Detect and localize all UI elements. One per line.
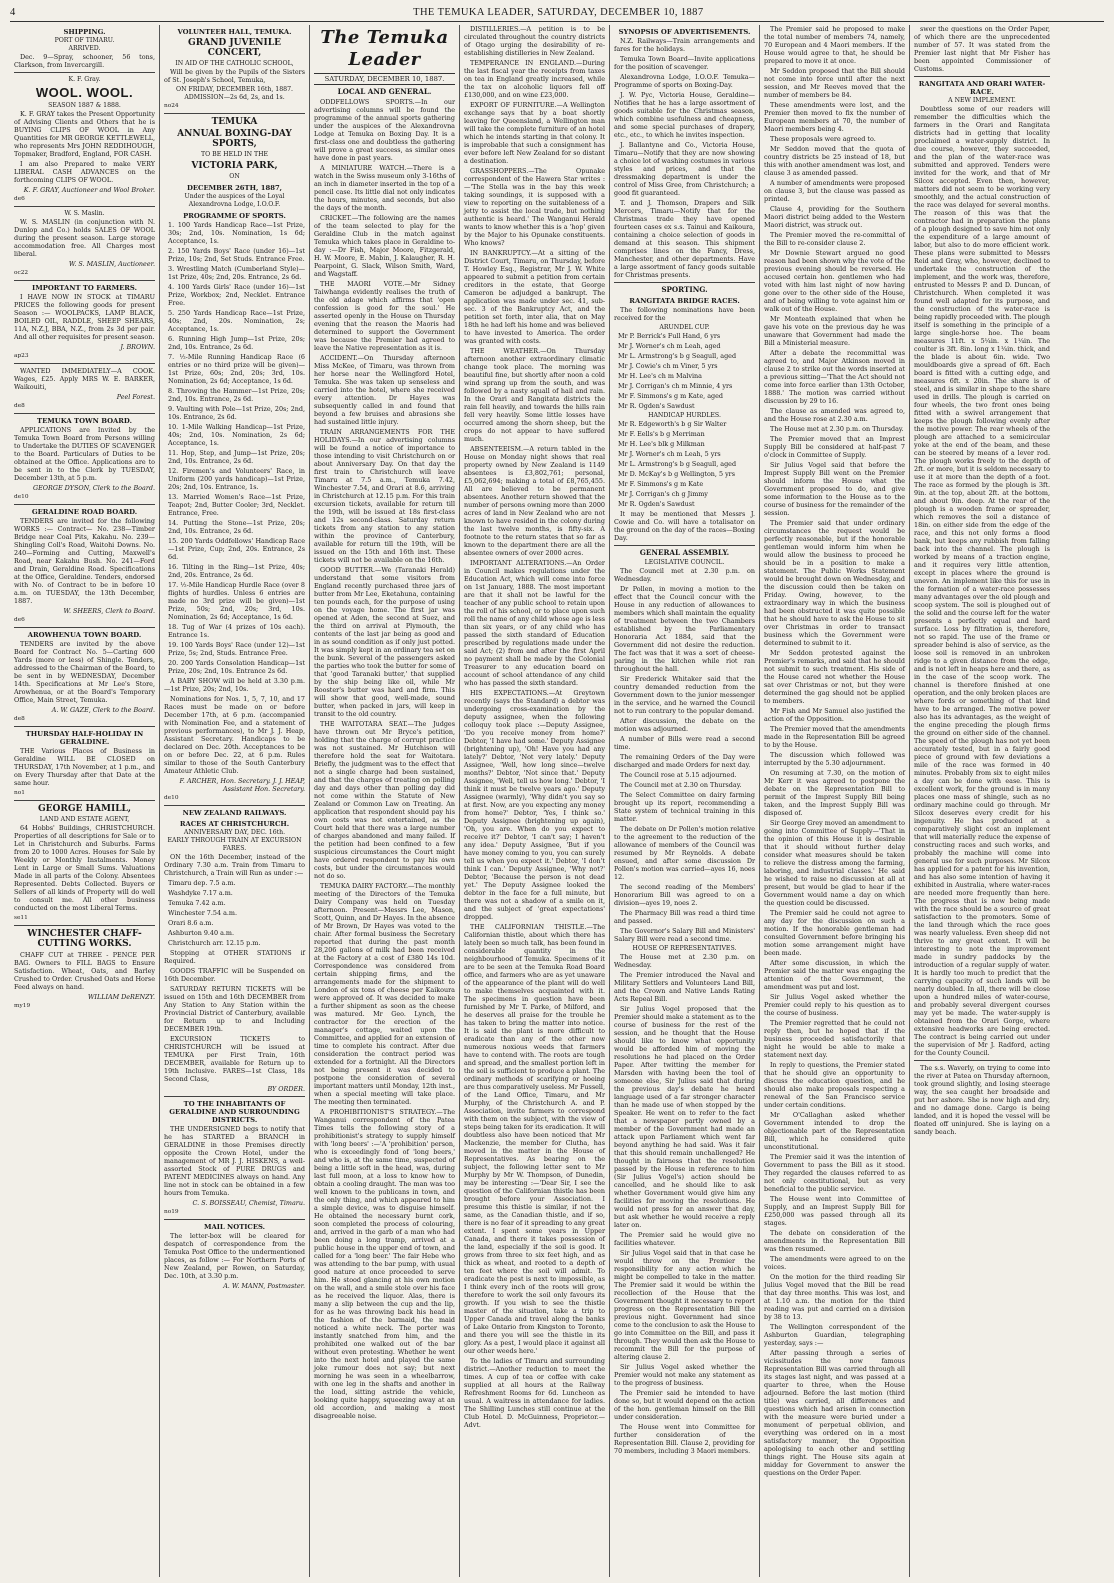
list-item: 5. 250 Yards Handicap Race—1st Prize, 40s; 2nd, 20s. Nomination, 2s; Acceptance, 1s.: [168, 309, 305, 333]
list-item: 3. Wrestling Match (Cumberland Style)—1st Prize, 40s; 2nd, 20s. Entrance, 2s 6d.: [168, 265, 305, 281]
news-paragraph: The Wellington correspondent of the Ashburton Guardian, telegraphing yesterday, says :—: [764, 1323, 905, 1347]
list-item: Mr H. Lee's blk g Milkman: [618, 440, 705, 448]
nominations-intro: The following nominations have been received for the: [614, 306, 755, 322]
arundel-heading: ARUNDEL CUP.: [659, 324, 710, 331]
list-item: Mr P. Berrick's Full Hand, 6 yrs: [618, 332, 721, 340]
news-paragraph: THE MAORI VOTE.—Mr Sidney Taiwhanga evidently realises the truth of the old adage which affirms that 'open confession is good for the soul.' He asserted openly in the House on Thursday evening that the reason the Maoris had determined to support the Government was because the Premier had agreed to leave the Native representation as it is.: [314, 280, 455, 352]
continued-paragraph: swer the questions on the Order Paper, of which there are the unprecedented number of 57. It was stated from the Premier last night that Mr Fisher has been appointed Commissioner of Customs.: [914, 25, 1050, 73]
column-4: [460, 25, 610, 1577]
list-item: Timaru dep. 7.5 a.m.: [168, 879, 236, 887]
news-paragraph: Mr Fish and Mr Samuel also justified the action of the Opposition.: [764, 707, 905, 723]
divider: [614, 282, 755, 283]
house-paragraph: Sir Julius Vogel said that in that case he would throw on the Premier the responsibility for any action which he might be compelled to take in the matter. The Premier said it would be within the recollection of the House that the Government thought it necessary to report progress on the Representation Bill the previous night. Government had since come to the conclusion to ask the House to go into Committee on the Bill, and pass it through. They would then ask the House to recommit the Bill for the purpose of altering clause 2.: [614, 1249, 755, 1361]
news-paragraph: To the ladies of Timaru and surrounding district.—Another reduction to meet the times. A cup of tea or coffee with cake supplied at all hours at the Railway Refreshment Rooms for 6d. Luncheon as usual. A waitress in attendance for ladies. The Shilling Lunches still continue at the Club Hotel. D. McGuinness, Proprietor.—Advt.: [464, 1357, 605, 1429]
ad-code: de6: [14, 196, 25, 202]
running-title: THE TEMUKA LEADER, SATURDAY, DECEMBER 10, 1887: [413, 7, 704, 18]
divider: [14, 206, 155, 207]
news-paragraph: EXPORT OF FURNITURE.—A Wellington exchange says that by a boat shortly leaving for Queensland, a Wellington man will take the complete furniture of an hotel which he intends starting in that colony. It is improbable that such a consignment has ever before left New Zealand for so distant a destination.: [464, 101, 605, 165]
list-item: Mr J. Worner's ch m Leah, 5 yrs: [618, 450, 721, 458]
list-item: 10. 1-Mile Walking Handicap—1st Prize, 40s; 2nd, 10s. Nomination, 2s 6d; Acceptance, 1s.: [168, 423, 305, 447]
divider: [14, 627, 155, 628]
town-board-heading: TEMUKA TOWN BOARD.: [37, 417, 132, 425]
list-item: 14. Putting the Stone—1st Prize, 20s; 2nd, 10s. Entrance, 2s 6d.: [168, 519, 305, 535]
arrived-heading: ARRIVED.: [68, 45, 101, 52]
by-order: BY ORDER.: [267, 1085, 305, 1093]
inhabitants-heading: TO THE INHABITANTS OF GERALDINE AND SURROUNDING DISTRICTS.: [169, 1100, 300, 1124]
page-number: 4: [10, 7, 16, 18]
news-paragraph: DISTILLERIES.—A petition is to be circulated throughout the country districts of Otago urging the desirability of re-establishing distilleries in New Zealand.: [464, 25, 605, 57]
running-head: [10, 6, 1104, 22]
ad-code: no19: [164, 1209, 179, 1215]
chaff-ad: CHAFF CUT at THREE - PENCE PER BAG. Owners to FILL BAGS to Ensure Satisfaction. Wheat, Oats, and Barley Crushed to Order. Crushed Oats and Horse Feed always on hand.: [14, 951, 155, 991]
news-paragraph: Sir George Grey moved an amendment to going into Committee of Supply—'That in the opinion of this House it is desirable that it should without further delay consider what measures should be taken to relieve the distress among the farming, laboring, and industrial classes.' He said he wished to raise no discussion at all at present, but would be glad to hear if the Government would name a day on which the question could be discussed.: [764, 819, 905, 907]
divider: [914, 1060, 1050, 1061]
synopsis-item: Alexandrovna Lodge, I.O.O.F. Temuka—Programme of sports on Boxing-Day.: [614, 73, 755, 89]
list-item: Mr J. Worner's ch m Leah, aged: [618, 342, 721, 350]
council-paragraph: The Council met at 2.30 on Thursday.: [620, 781, 742, 789]
council-paragraph: The Pharmacy Bill was read a third time and passed.: [614, 909, 755, 925]
ad-code: de10: [14, 494, 29, 500]
town-board-ad: APPLICATIONS are Invited by the Temuka Town Board from Persons willing to Undertake the DUTIES OF SCAVENGER to the Board. Particulars of Duties to be obtained at the Office. Applications are to be sent in to the Clerk by TUESDAY, December 13th, at 5 p.m.: [14, 426, 155, 482]
news-paragraph: Sir Julius Vogel asked whether the Premier could reply to his question as to the course of business.: [764, 993, 905, 1017]
news-paragraph: The discussion which followed was interrupted by the 5.30 adjournment.: [764, 751, 905, 767]
ad-code: no24: [164, 103, 179, 109]
ad-code: de10: [164, 795, 179, 801]
house-paragraph: Sir Julius Vogel proposed that the Premier should make a statement as to the course of business for the rest of the session, and he thought that the House should like to know what opportunity would be afforded him of moving the resolutions he had placed on the Order Paper. After twitting the member for Marsden with having been the tool of someone else, Sir Julius said that during the previous day's debate he heard language used of a far stronger character than he made use of when stopped by the Speaker. He went on to refer to the fact that a newspaper partly owned by a member of the Government had made an attack upon Parliament which went far beyond anything he had said. Was it fair that this should remain unchallenged? He thought in fairness that the resolution passed by the House in reference to him (Sir Julius Vogel's) action should be cancelled, and he should like to ask whether Government would give him any facilities for moving the resolutions. He would not press for an answer that day, but ask whether he would receive a reply later on.: [614, 1005, 755, 1229]
news-paragraph: TEMPERANCE IN ENGLAND.—During the last fiscal year the receipts from taxes on tea in England greatly increased, while the tax on alcoholic liquors fell off £130,000, and on wine £23,000.: [464, 59, 605, 99]
list-item: Mr J. Corrigan's ch m Minnie, 4 yrs: [618, 382, 733, 390]
synopsis-item: Temuka Town Board—Invite applications for the position of scavenger.: [614, 55, 755, 71]
list-item: Ashburton 9.40 a.m.: [168, 929, 235, 937]
local-general-heading: LOCAL AND GENERAL.: [337, 87, 432, 96]
news-paragraph: The Premier said that under ordinary circumstances the request would be perfectly reasonable, but if the honorable gentleman would inform him when he would allow the business to proceed he should be in a position to make a statement. The Public Works Statement would be brought down on Wednesday, and the discussion could then be taken on Friday. Owing, however, to the extraordinary way in which the business had been obstructed it was quite possible that he should have to ask the House to sit over Christmas in order to transact business which the Government were determined to submit to it.: [764, 519, 905, 647]
anniversary-heading: ANNIVERSARY DAY, DEC. 16th.: [183, 829, 286, 836]
sports-secretaries: F. ARCHER, Hon. Secretary. J. J. HEAP, Assistant Hon. Secretary.: [179, 777, 305, 793]
council-paragraph: After discussion, the debate on the motion was adjourned.: [614, 717, 755, 733]
masthead: The Temuka Leader: [320, 27, 449, 70]
ad-code: de8: [14, 403, 25, 409]
list-item: Mr F. Eells's b g Merriman: [618, 430, 705, 438]
news-paragraph: Mr Seddon proposed that the Bill should not come into force until after the next session, and Mr Reeves moved that the number of members be 84.: [764, 67, 905, 99]
list-item: Mr R. Edgeworth's b g Sir Walter: [618, 420, 727, 428]
news-paragraph: The Premier said he could not agree to any day for the discussion on such a motion. If the honorable gentleman had consulted Government before bringing his motion some arrangement might have been made.: [764, 909, 905, 957]
house-paragraph: The House met at 2.30 p.m. on Wednesday.: [614, 953, 755, 969]
kf-gray-heading: K. F. Gray.: [68, 76, 101, 83]
ad-code: no1: [14, 790, 25, 796]
ad-code: ap23: [14, 353, 29, 359]
house-paragraph: The House went into Committee for further consideration of the Representation Bill. Clause 2, providing for 70 members, including 3 Maori members.: [614, 1423, 755, 1455]
list-item: 7. ½-Mile Running Handicap Race (6 entries or no third prize will be given)—1st Prize, 60s; 2nd, 20s; 3rd, 10s. Nomination, 2s 6d; Acceptance, 1s 6d.: [168, 353, 305, 385]
mail-signature: A. W. MANN, Postmaster.: [223, 1282, 305, 1290]
ad-code: se11: [14, 915, 28, 921]
arowhenua-heading: AROWHENUA TOWN BOARD.: [27, 631, 142, 639]
divider: [14, 280, 155, 281]
column-1: [10, 25, 160, 1577]
nominations-text: Nominations for Nos. 1, 5, 7, 10, and 17 Races must be made on or before December 17th, at 6 p.m. (accompanied with Nomination Fee, and a statement of previous performances), to Mr J. J. Heap, Assistant Secretary. Handicaps to be declared on Dec. 20th. Acceptances to be on or before Dec. 22, at 6 p.m. Rules similar to those of the South Canterbury Amateur Athletic Club.: [164, 695, 305, 775]
list-item: 17. ½-Mile Handicap Hurdle Race (over 8 flights of hurdles. Unless 6 entries are made no 3rd prize will be given)—1st Prize, 50s; 2nd, 20s; 3rd, 10s. Nomination, 2s 6d; Acceptance, 1s 6d.: [168, 581, 305, 621]
shipping-heading: SHIPPING.: [63, 28, 106, 36]
news-paragraph: The Premier said he proposed to make the total number of members 74, namely, 70 European and 4 Maori members. If the House would agree to that, he should be prepared to move it at once.: [764, 25, 905, 65]
house-paragraph: The Premier said he would give no facilities whatever.: [614, 1231, 755, 1247]
divider: [14, 925, 155, 926]
wanted-ad: WANTED IMMEDIATELY—A COOK. Wages, £25. Apply MRS W. E. BARKER, Waikouiti,: [14, 367, 155, 391]
list-item: Mr D. McKay's b g Wellington, 5 yrs: [618, 470, 736, 478]
news-paragraph: ODDFELLOWS SPORTS.—In our advertising columns will be found the programme of the annual sports gathering under the auspices of the Alexandrovna Lodge at Temuka on Boxing Day. It is a first-class one and doubtless the gathering will prove a great success, as similar ones have done in past years.: [314, 98, 455, 162]
news-paragraph: On resuming at 7.30, on the motion of Mr Kerr it was agreed to postpone the debate on the Representation Bill to permit of the Imprest Supply Bill being taken, and the Imprest Supply Bill was disposed of.: [764, 769, 905, 817]
baby-show: A BABY SHOW will be held at 3.30 p.m.—1st Prize, 20s; 2nd, 10s.: [164, 677, 305, 693]
wool-heading: WOOL. WOOL.: [35, 85, 134, 100]
list-item: Washdyke 7.17 a.m.: [168, 889, 233, 897]
auspices: Under the auspices of the Loyal Alexandrovna Lodge, I.O.O.F.: [184, 193, 285, 208]
news-paragraph: After a debate the recommittal was agreed to, and Major Atkinson moved in clause 2 to strike out the words inserted at a previous sitting—'That the Act should not come into force earlier than 13th October, 1888.' The motion was carried without discussion by 29 to 16.: [764, 349, 905, 405]
news-paragraph: After passing through a series of vicissitudes the now famous Representation Bill was carried through all its stages last night, and was passed at a quarter to three, when the House adjourned. Before the last motion (third title) was carried, all differences and questions which had arisen in connection with the measure were buried under a monument of perpetual oblivion, and everything was ordered on in a most satisfactory manner, the Opposition apologising to each other and settling things right. The House sits again at midday for Government to answer the questions on the Order Paper.: [764, 1349, 905, 1477]
news-paragraph: A MINIATURE WATCH.—There is a watch in the Swiss museum only 3-16ths of an inch in diameter inserted in the top of a pencil case. Its little dial not only indicates the hours, minutes, and seconds, but also the days of the month.: [314, 164, 455, 212]
concert-heading: GRAND JUVENILE CONCERT,: [188, 38, 281, 58]
list-item: 9. Vaulting with Pole—1st Prize, 20s; 2nd, 10s. Entrance, 2s 6d.: [168, 405, 305, 421]
column-6: [760, 25, 910, 1577]
arowhenua-signature: A. W. GAZE, Clerk to the Board.: [51, 706, 155, 714]
news-paragraph: A number of amendments were proposed on clause 3, but the clause was passed as printed.: [764, 179, 905, 203]
stopping-text: Stopping at OTHER STATIONS if Required.: [164, 949, 305, 965]
chaff-heading: WINCHESTER CHAFF-CUTTING WORKS.: [27, 929, 142, 949]
list-item: 15. 200 Yards Oddfellows' Handicap Race—1st Prize, Cup; 2nd, 20s. Entrance, 2s 6d.: [168, 537, 305, 561]
totalisator-note: It may be mentioned that Messrs J. Cowie and Co. will have a totalisator on the ground on the day of the races—Boxing Day.: [614, 510, 755, 542]
divider: [614, 545, 755, 546]
hamill-ad: 64 Hobbs' Buildings, CHRISTCHURCH. Properties of all descriptions for Sale or to Let in Christchurch and Suburbs. Farms from 20 to 1000 Acres. Houses for Sale by Weekly or Monthly Instalments. Money Lent in Large or Small Sums. Valuations Made in all parts of the Colony. Absentees Represented. Debts Collected. Buyers or Sellers of all kinds of Property will do well to consult me. All other business conducted on the most Liberal Terms.: [14, 824, 155, 912]
news-paragraph: Clause 4, providing for the Southern Maori district being added to the Western Maori district, was struck out.: [764, 205, 905, 229]
list-item: 1. 100 Yards Handicap Race—1st Prize, 30s; 2nd, 10s. Nomination, 1s 6d; Acceptance, 1s.: [168, 221, 305, 245]
town-board-signature: GEORGE DYSON, Clerk to the Board.: [33, 484, 155, 492]
divider: [164, 1219, 305, 1220]
train-text: ON the 16th December, instead of the Ordinary 7.30 a.m. Train from Timaru to Christchurch, a Train will Run as under :—: [164, 853, 305, 877]
ad-code: de8: [14, 716, 25, 722]
news-paragraph: IN BANKRUPTCY.—At a sitting of the District Court, Timaru, on Thursday, before T. Howley Esq., Registrar, Mr J. W. White appeared to submit a petition from certain creditors in the estate, that George Cameron be adjudged a bankrupt. The application was made under sec. 41, sub-sec. 3 of the Bankruptcy Act, and the petition set forth, inter alia, that on May 18th he had left his home and was believed to have invested to America. The order was granted with costs.: [464, 249, 605, 345]
mail-text: The letter-box will be cleared for despatch of correspondence from the Temuka Post Office to the undermentioned places, as follow :— For Northern Ports of New Zealand, per Rowen, on Saturday, Dec. 10th, at 3.30 p.m.: [164, 1232, 305, 1280]
council-paragraph: Dr Pollen, in moving a motion to the effect that the Council concur with the House in any reduction of allowances to members which shall maintain the equality of treatment between the two Chambers established by the Parliamentary Honoraria Act 1884, said that the Government did not desire the reduction. The fact was that it was a sort of cheese-paring in the kitchen while riot ran throughout the hall.: [614, 585, 755, 673]
divider: [14, 413, 155, 414]
list-item: 12. Firemen's and Volunteers' Race, in Uniform (200 yards handicap)—1st Prize, 20s; 2nd, 10s. Entrance, 1s.: [168, 467, 305, 491]
council-heading: LEGISLATIVE COUNCIL.: [644, 559, 725, 566]
news-paragraph: THE CALIFORNIAN THISTLE.—The Californian thistle, about which there has lately been so much talk, has been found in considerable quantity in the neighbourhood of Temuka. Specimens of it are to be seen at the Temuka Road Board office, and farmers who are as yet unaware of the appearance of the plant will do well to make themselves acquainted with it. The specimens in question have been furnished by Mr T. Parke, of Milford, and he deserves all praise for the trouble he has taken to bring the matter into notice. It is said the plant is more difficult to eradicate than any of the other now numerous noxious weeds that farmers have to contend with. The roots are tough and spread, and the smallest portion left in the soil is sufficient to produce a plant. The ordinary methods of scarifying or hoeing are thus comparatively useless. Mr Fussell, of the Land Office, Timaru, and Mr Murphy, of the Christchurch A. and P. Association, invite farmers to correspond with them on the subject, with the view of steps being taken for its eradication. It will doubtless also have been noticed that Mr Mackenzie, the member for Clutha, has moved in the matter in the House of Representatives. As bearing on the subject, the following letter sent to Mr Murphy by Mr W. Thompson, of Dunedin, may be interesting :—'Dear Sir, I see the question of the Californian thistle has been brought before your Association. I presume this thistle is similar, if not the same, as the Canadian thistle, and if so, there is no fear of it spreading to any great extent. I spent some years in Upper Canada, and there it takes possession of the land, especially if the soil is good. It grows from three to six feet high, and as thick as wheat, and rooted to a depth of ten feet where the soil will admit. To eradicate the pest is next to impossible, as I think every inch of the roots will grow, therefore to work the soil only favours its growth. If you wish to see the thistle master of the situation, take a trip to Upper Canada and travel along the banks of Lake Ontario from Kingston to Toronto, and there you will see the thistle in its glory. As a pest, I would place it against all our other weeds here.': [464, 923, 605, 1355]
season-heading: SEASON 1887 & 1888.: [48, 102, 121, 109]
excursion-text: EXCURSION TICKETS to CHRISTCHURCH will be issued at TEMUKA per First Train, 16th DECEMBER, available for Return up to 19th Inclusive. FARES—1st Class, 18s Second Class,: [164, 1035, 305, 1083]
kf-gray-ad-2: I am also Prepared to make VERY LIBERAL CASH ADVANCES on the forthcoming CLIPS OF WOOL.: [14, 160, 155, 184]
news-paragraph: The Premier regretted that he could not reply then, but he hoped that if the business proceeded satisfactorily that night he would be able to make a statement next day.: [764, 1019, 905, 1059]
council-paragraph: The debate on Dr Pollen's motion relative to the agreement to the reduction of the allowance of members of the Council was resumed by Mr Reynolds. A debate ensued, and after some discussion Dr Pollen's motion was carried—ayes 16, noes 12.: [614, 825, 755, 881]
list-item: 6. Running High Jump—1st Prize, 20s; 2nd, 10s. Entrance, 2s 6d.: [168, 335, 305, 351]
synopsis-item: J. W. Pyc, Victoria House, Geraldine—Notifies that he has a large assortment of goods suitable for the Christmas season, which combine usefulness and cheapness, and some special purchases of drapery, etc., etc., to which he invites inspection.: [614, 91, 755, 139]
hamill-subheading: LAND AND ESTATE AGENT,: [39, 816, 130, 823]
news-paragraph: On the motion for the third reading Sir Julius Vogel moved that the Bill be read that day three months. This was lost, and at 1.10 a.m. the motion for the third reading was put and carried on a division by 38 to 13.: [764, 1273, 905, 1321]
list-item: Orari 8.6 a.m.: [168, 919, 214, 927]
columns: [10, 25, 1104, 1577]
news-paragraph: Doubtless some of our readers will remember the difficulties which the farmers in the Orari and Rangitata districts had in getting that locality proclaimed a water-supply district. In due course, however, they succeeded, and the plan of the water-race was submitted and approved. Tenders were invited for the work, and that of Mr Silcox accepted. Even then, however, matters did not seem to be working very smoothly, and the actual construction of the race was delayed for several months. The reason of this was that the contractor had in preparation the plans of a plough designed to save him not only the expenditure of a large amount of labor, but also to do more efficient work. These plans were submitted to Messrs Reid and Gray, who, however, declined to undertake the construction of the implement, and the work was, therefore, entrusted to Messrs P. and D. Duncan, of Christchurch. When completed it was found well adapted for its purpose, and the construction of the water-race is being rapidly proceeded with. The plough itself is something in the principle of a large single-horse hoe. The beam measures 11ft. x 5¼in. x 1¼in. The coulter is 3ft. 8in. long x 1¼in. thick, and the blade is about 6in. wide. Two mouldboards give a spread of 6ft. Each board is fitted with a cutting edge, and measures 6ft. x 20in. The share is of steel, and is similar in shape to the share used in drills. The plough is carried on four wheels, the two front ones being fitted with a swivel arrangement that keeps the plough following evenly after the motive power. The rear wheels of the plough are attached to a semicircular yoke at the end of the beam, and these can be steered by means of a lever rod. The plough works freely to the depth of 2ft. or more, but it is seldom necessary to use it at more than the depth of a foot. The race as formed by the plough is 3ft. 9in. at the top, about 2ft. at the bottom, and about 9in. deep. At the rear of the plough is a wooden frame or spreader, which removes the soil a distance of 18in. on either side from the edge of the race, and this not only forms a flood bank, but keeps any rubbish from falling back into the channel. The plough is worked by means of a traction engine, and it requires very little attention, except in places where the ground is uneven. An implement like this for use in the formation of a water-race possesses many advantages over the old plough and scoop system. The soil is ploughed out of the solid and the course left for the water presents a perfectly equal and hard surface. Loss by filtration is, therefore, not so rapid. The use of the frame or spreader behind is also of service, as the loose soil is removed in an unbroken ridge to a given distance from the edge, and is not left in heaps here and there, as in the case of the scoop work. The channel is therefore finished at one operation, and the only broken places are where fords or something of that kind have to be arranged. The motive power also has its advantages, as the weight of the engine preceding the plough firms the ground on either side of the channel. The speed of the plough has not yet been accurately tested, but in a fairly good piece of ground with few deviations a mile of the race was formed in 40 minutes. Probably from six to eight miles a day can be done with ease. This is excellent work, for the ground is in many places one mass of shingle, such as no ordinary machine could go through. Mr Silcox deserves every credit for his ingenuity. He has produced at a comparatively slight cost an implement that will materially reduce the expense of constructing races and such works, and probably the machine will come into general use for such purposes. Mr Silcox has applied for a patent for his invention, and has also some intention of having it exhibited in Australia, where water-races are needed more frequently than here. The progress that is now being made with the race should be a source of great satisfaction to the promoters. Some of the land through which the race goes was nearly valueless. Even sheep did not thrive to any great extent. It will be interesting to note the improvement made in sundry paddocks by the introduction of a regular supply of water. It is hardly too much to predict that the carrying capacity of such lands will be nearly doubled. In all, there will be close upon a hundred miles of water-course, and probably several divergent courses may yet be made. The water-supply is obtained from the Orari Gorge, where extensive headworks are being erected. The contract is being carried out under the supervision of Mr J. Radford, acting for the County Council.: [914, 105, 1050, 1057]
wanted-signature: Peel Forest.: [116, 393, 155, 401]
brown-signature: J. BROWN.: [120, 343, 155, 351]
news-paragraph: The Premier moved that an Imprest Supply Bill be considered at half-past 7 o'clock in Committee of Supply.: [764, 435, 905, 459]
council-paragraph: The second reading of the Members' Honorarium Bill was agreed to on a division—ayes 19, noes 2.: [614, 883, 755, 907]
events-list: [164, 221, 305, 675]
water-race-heading: RANGITATA AND ORARI WATER-RACE.: [918, 80, 1046, 96]
arundel-list: [614, 332, 755, 410]
list-item: Mr F. Simmons's g m Kate: [618, 480, 704, 488]
synopsis-item: J. Ballantyne and Co., Victoria House, Timaru—Notify that they are now showing a choice lot of washing costumes in various styles and prices, and that the dressmaking department is under the control of Miss Gree, from Christchurch; a good fit guaranteed.: [614, 141, 756, 197]
news-paragraph: After some discussion, in which the Premier said the matter was engaging the attention of the Government, the amendment was put and lost.: [764, 959, 905, 991]
list-item: 11. Hop, Step, and Jump—1st Prize, 20s; 2nd, 10s. Entrance, 2s 6d.: [168, 449, 305, 465]
saturday-tickets-text: SATURDAY RETURN TICKETS will be issued on 15th and 16th DECEMBER from Any Station to Any Station within the Provincial District of Canterbury, available for Return up to and Including DECEMBER 19th.: [164, 985, 305, 1033]
house-paragraph: The Premier introduced the Naval and Military Settlers and Volunteers Land Bill, and the Crown and Native Lands Rating Acts Repeal Bill.: [614, 971, 755, 1003]
council-paragraph: The Governor's Salary Bill and Ministers' Salary Bill were read a second time.: [614, 927, 755, 943]
news-paragraph: ACCIDENT.—On Thursday afternoon Miss McKee, of Timaru, was thrown from her horse near the Wellingford Hotel, Temuka. She was taken up senseless and carried into the hotel, where she received every attention. Dr Hayes was subsequently called in and found that beyond a few bruises and abrasions she had sustained little injury.: [314, 354, 455, 426]
column-7: [910, 25, 1054, 1577]
on-label: ON: [229, 173, 240, 180]
stations-list: [164, 879, 305, 947]
synopsis-heading: SYNOPSIS OF ADVERTISEMENTS.: [618, 28, 751, 36]
news-paragraph: The Premier moved that the amendments made in the Representation Bill be agreed to by the House.: [764, 725, 905, 749]
half-holiday-heading: THURSDAY HALF-HOLIDAY IN GERALDINE.: [25, 730, 144, 746]
temuka-heading: TEMUKA: [211, 117, 258, 127]
divider: [164, 805, 305, 806]
kf-gray-ad: K. F. GRAY takes the Present Opportunity of Advising Clients and Others that he is BUYING CLIPS OF WOOL in Any Quantities for MR GEORGE KETTLEWELL, who represents Mrs JOHN REDDIHOUGH, Topmaker, Bradford, England, FOR CASH.: [14, 110, 155, 158]
synopsis-item: T. and J. Thomson, Drapers and Silk Mercers, Timaru—Notify that for the Christmas trade they have opened fourteen cases ex s.s. Tainui and Kaikoura, containing a choice selection of goods in demand at this season. This shipment comprises lines on the Fancy, Dress, Manchester, and other departments. Have a large assortment of fancy goods suitable for Christmas presents.: [614, 199, 755, 279]
divider: [14, 363, 155, 364]
hurdles-list: [614, 420, 755, 508]
news-paragraph: These amendments were lost, and the Premier then moved to fix the number of European members at 70, the number of Maori members being 4.: [764, 101, 905, 133]
council-paragraph: The Council rose at 5.15 adjourned.: [620, 771, 737, 779]
news-paragraph: The s.s. Waverly, on trying to come into the river at Patea on Thursday afternoon, took ground slightly, and losing steerage way, the sea caught her broadside and put her ashore. She is now high and dry, and no damage done. Cargo is being landed, and it is hoped the vessel will be floated off uninjured. She is laying on a sandy beach.: [914, 1064, 1050, 1136]
news-paragraph: The House went into Committee of Supply, and an Imprest Supply Bill for £250,000 was passed through all its stages.: [764, 1195, 905, 1227]
list-item: 19. 100 Yards Boys' Race (under 12)—1st Prize, 5s; 2nd, Studs. Entrance Free.: [168, 641, 305, 657]
news-paragraph: CRICKET.—The following are the names of the team selected to play for the Geraldine Club in the match against Temuka which takes place in Geraldine to-day :—Dr Fish, Major Moore, Fitzgerald, H. W. Moore, E. Mabin, J. Kalaugher, R. H. Pearpoint, G. Slack, Wilson Smith, Ward, and Wagstaff.: [314, 214, 455, 278]
list-item: Winchester 7.54 a.m.: [168, 909, 238, 917]
held-label: TO BE HELD IN THE: [200, 151, 268, 158]
news-paragraph: Sir Julius Vogel said that before the Imprest Supply Bill went on the Premier should inform the House what the Government proposed to do, and give some information to the House as to the course of business for the remainder of the session.: [764, 461, 905, 517]
council-paragraph: Sir Frederick Whitaker said that the country demanded reduction from the Government down to the junior messenger in the service, and he warned the Council not to run contrary to the popular demand.: [614, 675, 755, 715]
list-item: 13. Married Women's Race—1st Prize, Teapot; 2nd, Butter Cooler; 3rd, Necklet. Entrance, Free.: [168, 493, 305, 517]
house-paragraph: The Premier said he intended to have done so, but it would depend on the action of the hon. gentleman himself on the Bill under consideration.: [614, 1389, 755, 1421]
council-paragraph: The remaining Orders of the Day were discharged and made Orders for next day.: [614, 753, 755, 769]
news-paragraph: Mr Seddon moved that the quota of country districts be 25 instead of 18, but this with another amendment was lost, and clause 3 as amended passed.: [764, 145, 905, 177]
mail-heading: MAIL NOTICES.: [203, 1223, 266, 1231]
chemist-ad: THE UNDERSIGNED begs to notify that he has STARTED a BRANCH in GERALDINE in those Premises directly opposite the Crown Hotel, under the management of MR J. J. HISKENS, a well-assorted Stock of PURE DRUGS and PATENT MEDICINES always on hand. Any line not in stock can be obtained in a few hours from Temuka.: [164, 1125, 305, 1197]
news-paragraph: Mr O'Callaghan asked whether Government intended to drop the objectionable part of the Representation Bill, which he considered quite unconstitutional.: [764, 1111, 905, 1151]
list-item: 8. Throwing the Hammer—1st Prize, 20s; 2nd, 10s. Entrance, 2s 6d.: [168, 387, 305, 403]
news-paragraph: THE WAITOTARA SEAT.—The Judges have thrown out Mr Bryce's petition, holding that the charge of corrupt practice was not sustained. Mr Hutchison will therefore hold the seat for Waitotara. Briefly, the judgment was to the effect that not a single charge had been sustained, and that the charges of treating on polling day and days other than polling day did not come within the Statute of New Zealand or Common Law on Treating. An application that respondent should pay his own costs was not entertained, as the Court held that there was a large number of charges abandoned and many failed. If the petition had been confined to a few suspicious circumstances the Court might have ordered respondent to pay his own costs, but under the circumstances would not do so.: [314, 720, 455, 880]
chemist-signature: C. S. BOISSEAU, Chemist, Timaru.: [192, 1199, 305, 1207]
list-item: 16. Tilting in the Ring—1st Prize, 40s; 2nd, 20s. Entrance, 2s 6d.: [168, 563, 305, 579]
list-item: 18. Tug of War (4 prizes of 10s each). Entrance 1s.: [168, 623, 305, 639]
maslin-ad: W. S. MASLIN (in conjunction with N. Dunlop and Co.) holds SALES OF WOOL during the present season. Large storage accommodation free. All Charges most liberal.: [14, 218, 155, 258]
list-item: Mr L. Armstrong's b g Seagull, aged: [618, 460, 737, 468]
news-paragraph: Mr Monteath explained that when he gave his vote on the previous day he was unaware that Government had made the Bill a Ministerial measure.: [764, 315, 905, 347]
ad-code: oc22: [14, 270, 29, 276]
divider: [14, 800, 155, 801]
house-paragraph: Sir Julius Vogel asked whether the Premier would not make any statement as to the progress of business.: [614, 1363, 755, 1387]
arrival-text: Dec. 9—Spray, schooner, 56 tons, Clarkson, from Invercargill.: [14, 53, 155, 69]
news-paragraph: Mr Downie Stewart argued no good reason had been shown why the vote of the previous evening should be reversed. He accused certain hon. gentlemen who had voted with him last night of now having gone over to the other side of the House, and of being willing to vote against him or walk out of the House.: [764, 249, 905, 313]
sporting-heading: SPORTING.: [661, 285, 708, 294]
news-paragraph: In reply to questions, the Premier stated that he should give an opportunity to discuss the education question, and he should also make proposals respecting a renewal of the San Francisco service under certain conditions.: [764, 1061, 905, 1109]
brown-ad: I HAVE NOW IN STOCK at TIMARU PRICES the following goods for present Season :— WOOLPACKS, LAMP BLACK, BOILED OIL, RADDLE, SHEEP SHEARS, 11A, N.Z.J, BBA, N.Z., from 2s 3d per pair. And all other requisites for present season.: [14, 293, 155, 341]
news-paragraph: TRAIN ARRANGEMENTS FOR THE HOLIDAYS.—In our advertising columns will be found a notice of importance to those intending to visit Christchurch on or about Anniversary Day. On that day the first train to Christchurch will leave Timaru at 7.5 a.m., Temuka 7.42, Winchester 7.54, and Orari at 8.6, arriving in Christchurch at 12.15 p.m. For this train excursion tickets, available for return till the 19th, will be issued at 18s first-class and 12s second-class. Saturday return tickets from any station to any station within the province of Canterbury, available for return till the 19th, will be issued on the 15th and 16th inst. These tickets will not be available on the 16th.: [314, 428, 455, 564]
ad-code: de6: [14, 617, 25, 623]
kf-gray-signature: K. F. GRAY, Auctioneer and Wool Broker.: [23, 186, 155, 194]
news-paragraph: HIS EXPECTATIONS.—At Greytown recently (says the Standard) a debtor was undergoing cross-examination by the deputy assignee, when the following colloquy took place :—Deputy Assignee, 'Do you receive money from home?' Debtor, 'I have had some.' Deputy Assignee (brightening up), 'Oh! Have you had any lately?' Debtor, 'Not very lately.' Deputy Assignee, 'Well, how long since—twelve months?' Debtor, 'Not since that.' Deputy Assignee, 'Well, tell us how long.' Debtor, 'I think it must be twelve years ago.' Deputy Assignee (warmly), 'Why didn't you say so at first. Now, are you expecting any money from home?' Debtor, 'Yes, I think so.' Deputy Assignee (brightening up again), 'Oh, you are. When do you expect to receive it?' Debtor, 'I can't say; I haven't any idea.' Deputy Assignee, 'But if you have money coming to you, you can surely tell us when you expect it.' Debtor, 'I don't think I can.' Deputy Assignee, 'Why not?' Debtor, 'Because the person is not dead yet.' The Deputy Assignee looked the debtor in the face for a full minute, but there was not a shadow of a smile on it, and the subject of 'great expectations' dropped.: [464, 689, 605, 921]
list-item: 20. 200 Yards Consolation Handicap—1st Prize, 20s; 2nd, 10s. Entrance 2s 6d.: [168, 659, 305, 675]
volunteer-hall-heading: VOLUNTEER HALL, TEMUKA.: [177, 28, 292, 36]
sports-heading: ANNUAL BOXING-DAY SPORTS,: [177, 129, 292, 149]
list-item: Mr H. Lee's ch m Malvina: [618, 372, 702, 380]
list-item: Temuka 7.42 a.m.: [168, 899, 226, 907]
races-heading: RACES AT CHRISTCHURCH.: [179, 820, 290, 828]
new-implement-heading: A NEW IMPLEMENT.: [948, 97, 1016, 104]
railways-heading: NEW ZEALAND RAILWAYS.: [182, 809, 287, 817]
news-paragraph: GOOD BUTTER.—We (Taranaki Herald) understand that some visitors from England recently purchased three jars of butter from Mr Lee, Eketahuna, containing ten pounds each, for the purpose of using on the voyage home. The first jar was opened at Aden, the second at Suez, and the third on arrival at Plymouth, the contents of the last jar being as good and in as sound condition as if only just potted. It was simply kept in an ordinary tea set on the bunk. Several of the passengers asked the parties who took the butter for some of that 'good Taranaki butter,' that supplied by the ship being like oil, while Mr Rooster's butter was hard and firm. This will show that good, well-made, sound butter, when packed in jars, will keep in transit to the old country.: [314, 566, 455, 718]
column-3: [310, 25, 460, 1577]
goods-text: GOODS TRAFFIC will be Suspended on 16th December.: [164, 967, 305, 983]
geraldine-road-signature: W. SHEERS, Clerk to Board.: [63, 607, 155, 615]
divider: [14, 726, 155, 727]
list-item: Mr L. Armstrong's b g Seagull, aged: [618, 352, 737, 360]
council-paragraph: The Council met at 2.30 p.m. on Wednesday.: [614, 567, 755, 583]
concert-subheading: IN AID OF THE CATHOLIC SCHOOL,: [175, 60, 294, 67]
news-paragraph: The clause as amended was agreed to, and the House rose at 2.30 a.m.: [764, 407, 905, 423]
port-heading: PORT OF TIMARU.: [54, 37, 115, 44]
house-heading: HOUSE OF REPRESENTATIVES.: [632, 945, 737, 952]
ad-code: my19: [14, 1003, 31, 1009]
divider: [914, 76, 1050, 77]
chaff-signature: WILLIAM DeRENZY.: [87, 993, 155, 1001]
park-heading: VICTORIA PARK,: [191, 161, 278, 171]
admission: ADMISSION—2s 6d, 2s, and 1s.: [184, 94, 285, 101]
news-paragraph: Mr Seddon protested against the Premier's remarks, and said that he should not submit to such treatment. His side of the House cared not whether the House sat over Christmas or not, but they were determined the gag should not be applied to members.: [764, 649, 905, 705]
news-paragraph: ABSENTEEISM.—A return tabled in the House on Monday night shows that real property owned by New Zealand is 1149 absentees is £3,802,761; personal, £5,062,694; making a total of £8,765,455. All are believed to be permanent absentees. Another return showed that the number of persons owning more than 2000 acres of land in New Zealand who are not known to have resided in the colony during the last twelve months, is fifty-six. A footnote to the return states that so far as known to the department there are all the absentee owners of over 2000 acres.: [464, 445, 605, 557]
divider: [164, 113, 305, 114]
running-head-spacer: [1101, 7, 1104, 18]
news-paragraph: The amendments were agreed to on the voices.: [764, 1255, 905, 1271]
list-item: Mr J. Cowie's ch m Viner, 5 yrs: [618, 362, 718, 370]
news-paragraph: The Premier said it was the intention of Government to pass the Bill as it stood. They regarded the clauses referred to as not only constitutional, but as very beneficial to the public service.: [764, 1153, 905, 1193]
news-paragraph: These proposals were agreed to.: [770, 135, 876, 143]
column-2: [160, 25, 310, 1577]
geraldine-road-heading: GERALDINE ROAD BOARD.: [31, 508, 138, 516]
list-item: 2. 150 Yards Boys' Race (under 16)—1st Prize, 10s; 2nd, Set Studs. Entrance Free.: [168, 247, 305, 263]
hurdles-heading: HANDICAP HURDLES.: [648, 412, 721, 419]
programme-heading: PROGRAMME OF SPORTS.: [183, 212, 286, 220]
list-item: Mr R. Ogden's Sawdust: [618, 500, 695, 508]
sports-date: DECEMBER 26TH, 1887,: [186, 184, 283, 192]
news-paragraph: The House met at 2.30 p.m. on Thursday.: [770, 425, 904, 433]
dateline: SATURDAY, DECEMBER 10, 1887.: [314, 73, 455, 85]
council-paragraph: A number of Bills were read a second time.: [614, 735, 755, 751]
list-item: Mr J. Corrigan's ch g Jimmy: [618, 490, 708, 498]
half-holiday-ad: THE Various Places of Business in Geraldine WILL BE CLOSED on THURSDAY, 17th November, at 1 p.m., and on Every Thursday after that Date at the same hour.: [14, 747, 155, 787]
hamill-heading: GEORGE HAMILL,: [38, 804, 131, 814]
list-item: 4. 100 Yards Girls' Race (under 16)—1st Prize, Workbox; 2nd, Necklet. Entrance Free.: [168, 283, 305, 307]
news-paragraph: TEMUKA DAIRY FACTORY.—The monthly meeting of the Directors of the Temuka Dairy Company was held on Tuesday afternoon. Present—Messrs Lee, Mason, Scott, Quinn, and Dr Hayes. In the absence of Mr Brown, Dr Hayes was voted to the chair. After formal business the Secretary reported that during the past month 28,206 gallons of milk had been received at the Factory at a cost of £380 14s 10d. Correspondence was considered from certain shipping firms, and the arrangements made for the shipment to London of six tons of cheese per Kaikoura were approved of. It was decided to make a further shipment as soon as the cheese was matured. Mr Geo. Lynch, the contractor for the erection of the manager's cottage, waited upon the Committee, and applied for an extension of time to complete his contract. After due consideration the contract period was extended for a fortnight. All the Directors not being present it was decided to postpone the consideration of several important matters until Monday, 12th inst., when a special meeting will take place. The meeting then terminated.: [314, 882, 456, 1106]
concert-date: ON FRIDAY, DECEMBER 16th, 1887.: [176, 86, 293, 93]
news-paragraph: THE WEATHER.—On Thursday afternoon another extraordinary climatic change took place. The morning was beautiful fine, but shortly after noon a cold wind sprang up from the south, and was followed by a nasty squall of hail and rain. In the Orari and Rangitata districts the rain fell heavily, and towards the hills rain fell very heavily. Some little losses have occurred among the shorn sheep, but the crops do not appear to have suffered much.: [464, 347, 605, 443]
list-item: Mr F. Simmons's g m Kate, aged: [618, 392, 723, 400]
concert-text: Will be given by the Pupils of the Sisters of St. Joseph's School, Temuka,: [164, 68, 305, 84]
maslin-signature: W. S. MASLIN, Auctioneer.: [68, 260, 155, 268]
news-paragraph: The debate on consideration of the amendments in the Representation Bill was then resumed.: [764, 1229, 905, 1253]
synopsis-item: N.Z. Railways—Train arrangements and fares for the holidays.: [614, 37, 755, 53]
divider: [14, 504, 155, 505]
geraldine-road-ad: TENDERS are invited for the following WORKS :— Contract— No. 238—Timber Bridge near Coal Pits, Kakahu. No. 239—Shingling Coll's Road, Waitohi Downs. No. 240—Forming and Cutting, Maxwell's Road, near Kakahu Bush. No. 241—Ford and Drain, Geraldine Road. Specifications at the Office, Geraldine. Tenders, endorsed with No. of Contract to be in before 10 a.m. on TUESDAY, the 13th December, 1887.: [14, 517, 155, 605]
news-paragraph: A PROHIBITIONIST'S STRATEGY.—The Wanganui correspondent of the Patea Times tells the following story of a prohibitionist's strategy to supply himself with 'long beers' :—'A 'prohibition' person, who is exceedingly fond of 'long beers,' and who is, at the same time, suspected of being a little soft in the head, was, during last full moon, at a loss to know how to obtain a cooling draught. The man was too well known to the publicans in town, and the only thing, and which appeared to him a simple device, was to disguise himself. He obtained the necessary burnt cork, soon completed the process of colouring, and, arrived in the garb of a man who had been doing a long tramp, arrived at a public house in the upper end of town, and called for a 'long beer.' The fair Hebe who was attending to the bar pump, with usual good nature at once proceeded to serve him. He stood glancing at his own motion on the wall, and a smile stole over his face as he received the liquor. Alas, there is many a slip between the cup and the lip, for as he was throwing back his head in the fashion of the barmaid, the maid noticed a white neck. The porter was instantly snatched from him, and the prohibited one walked out of the bar without even protesting. Whether he went into the next hotel and played the same joke rumour does not say; but next morning he was seen in a wheelbarrow, with one leg in the shafts and another in the load, sitting astride the vehicle, looking quite happy, squeezing away at an old accordion, and making a most disagreeable noise.: [314, 1108, 455, 1420]
council-paragraph: The Select Committee on dairy farming brought up its report, recommending a State system of technical training in this matter.: [614, 791, 755, 823]
column-5: [610, 25, 760, 1577]
list-item: Christchurch arr. 12.15 p.m.: [168, 939, 261, 947]
early-train-heading: EARLY THROUGH TRAIN AT EXCURSION FARES.: [167, 837, 302, 852]
divider: [164, 1096, 305, 1097]
news-paragraph: The Premier moved the re-committal of the Bill to re-consider clause 2.: [764, 231, 905, 247]
divider: [14, 72, 155, 73]
farmers-heading: IMPORTANT TO FARMERS.: [32, 284, 137, 292]
maslin-heading: W. S. Maslin.: [64, 210, 105, 217]
news-paragraph: IMPORTANT ALTERATIONS.—An Order in Council makes regulations under the Education Act, which will come into force on 1st January, 1888. The most important are that it shall not be lawful for the teacher of any public school to retain upon the roll of his school, or to place upon such roll the name of any child whose age is less than six years, or of any child who has passed the sixth standard of Education prescribed by regulations made under the said Act; (2) from and after the first April no payment shall be made by the Colonial Treasurer to any education board on account of school attendance of any child who has passed the sixth standard.: [464, 559, 606, 687]
news-paragraph: GRASSHOPPERS.—The Opunake correspondent of the Hawera Star writes :—'The Stella was in the bay this week taking soundings, it is supposed with a view to reporting on the suitableness of a jetty to assist the local trade, but nothing authentic is heard.' The Wanganui Herald wants to know whether this is a 'hop' given by the Major to his Opunake constituents. Who knows?: [464, 167, 605, 247]
arowhenua-ad: TENDERS are invited by the above Board for Contract No. 5—Carting 600 Yards (more or less) of Shingle. Tenders, addressed to the Chairman of the Board, to be sent in by WEDNESDAY, December 14th. Specifications at Mr Lee's Store, Arowhenua, or at the Board's Temporary Office, Main Street, Temuka.: [14, 640, 155, 704]
list-item: Mr R. Ogden's Sawdust: [618, 402, 695, 410]
assembly-heading: GENERAL ASSEMBLY.: [639, 548, 730, 557]
rangitata-heading: RANGITATA BRIDGE RACES.: [629, 297, 740, 305]
